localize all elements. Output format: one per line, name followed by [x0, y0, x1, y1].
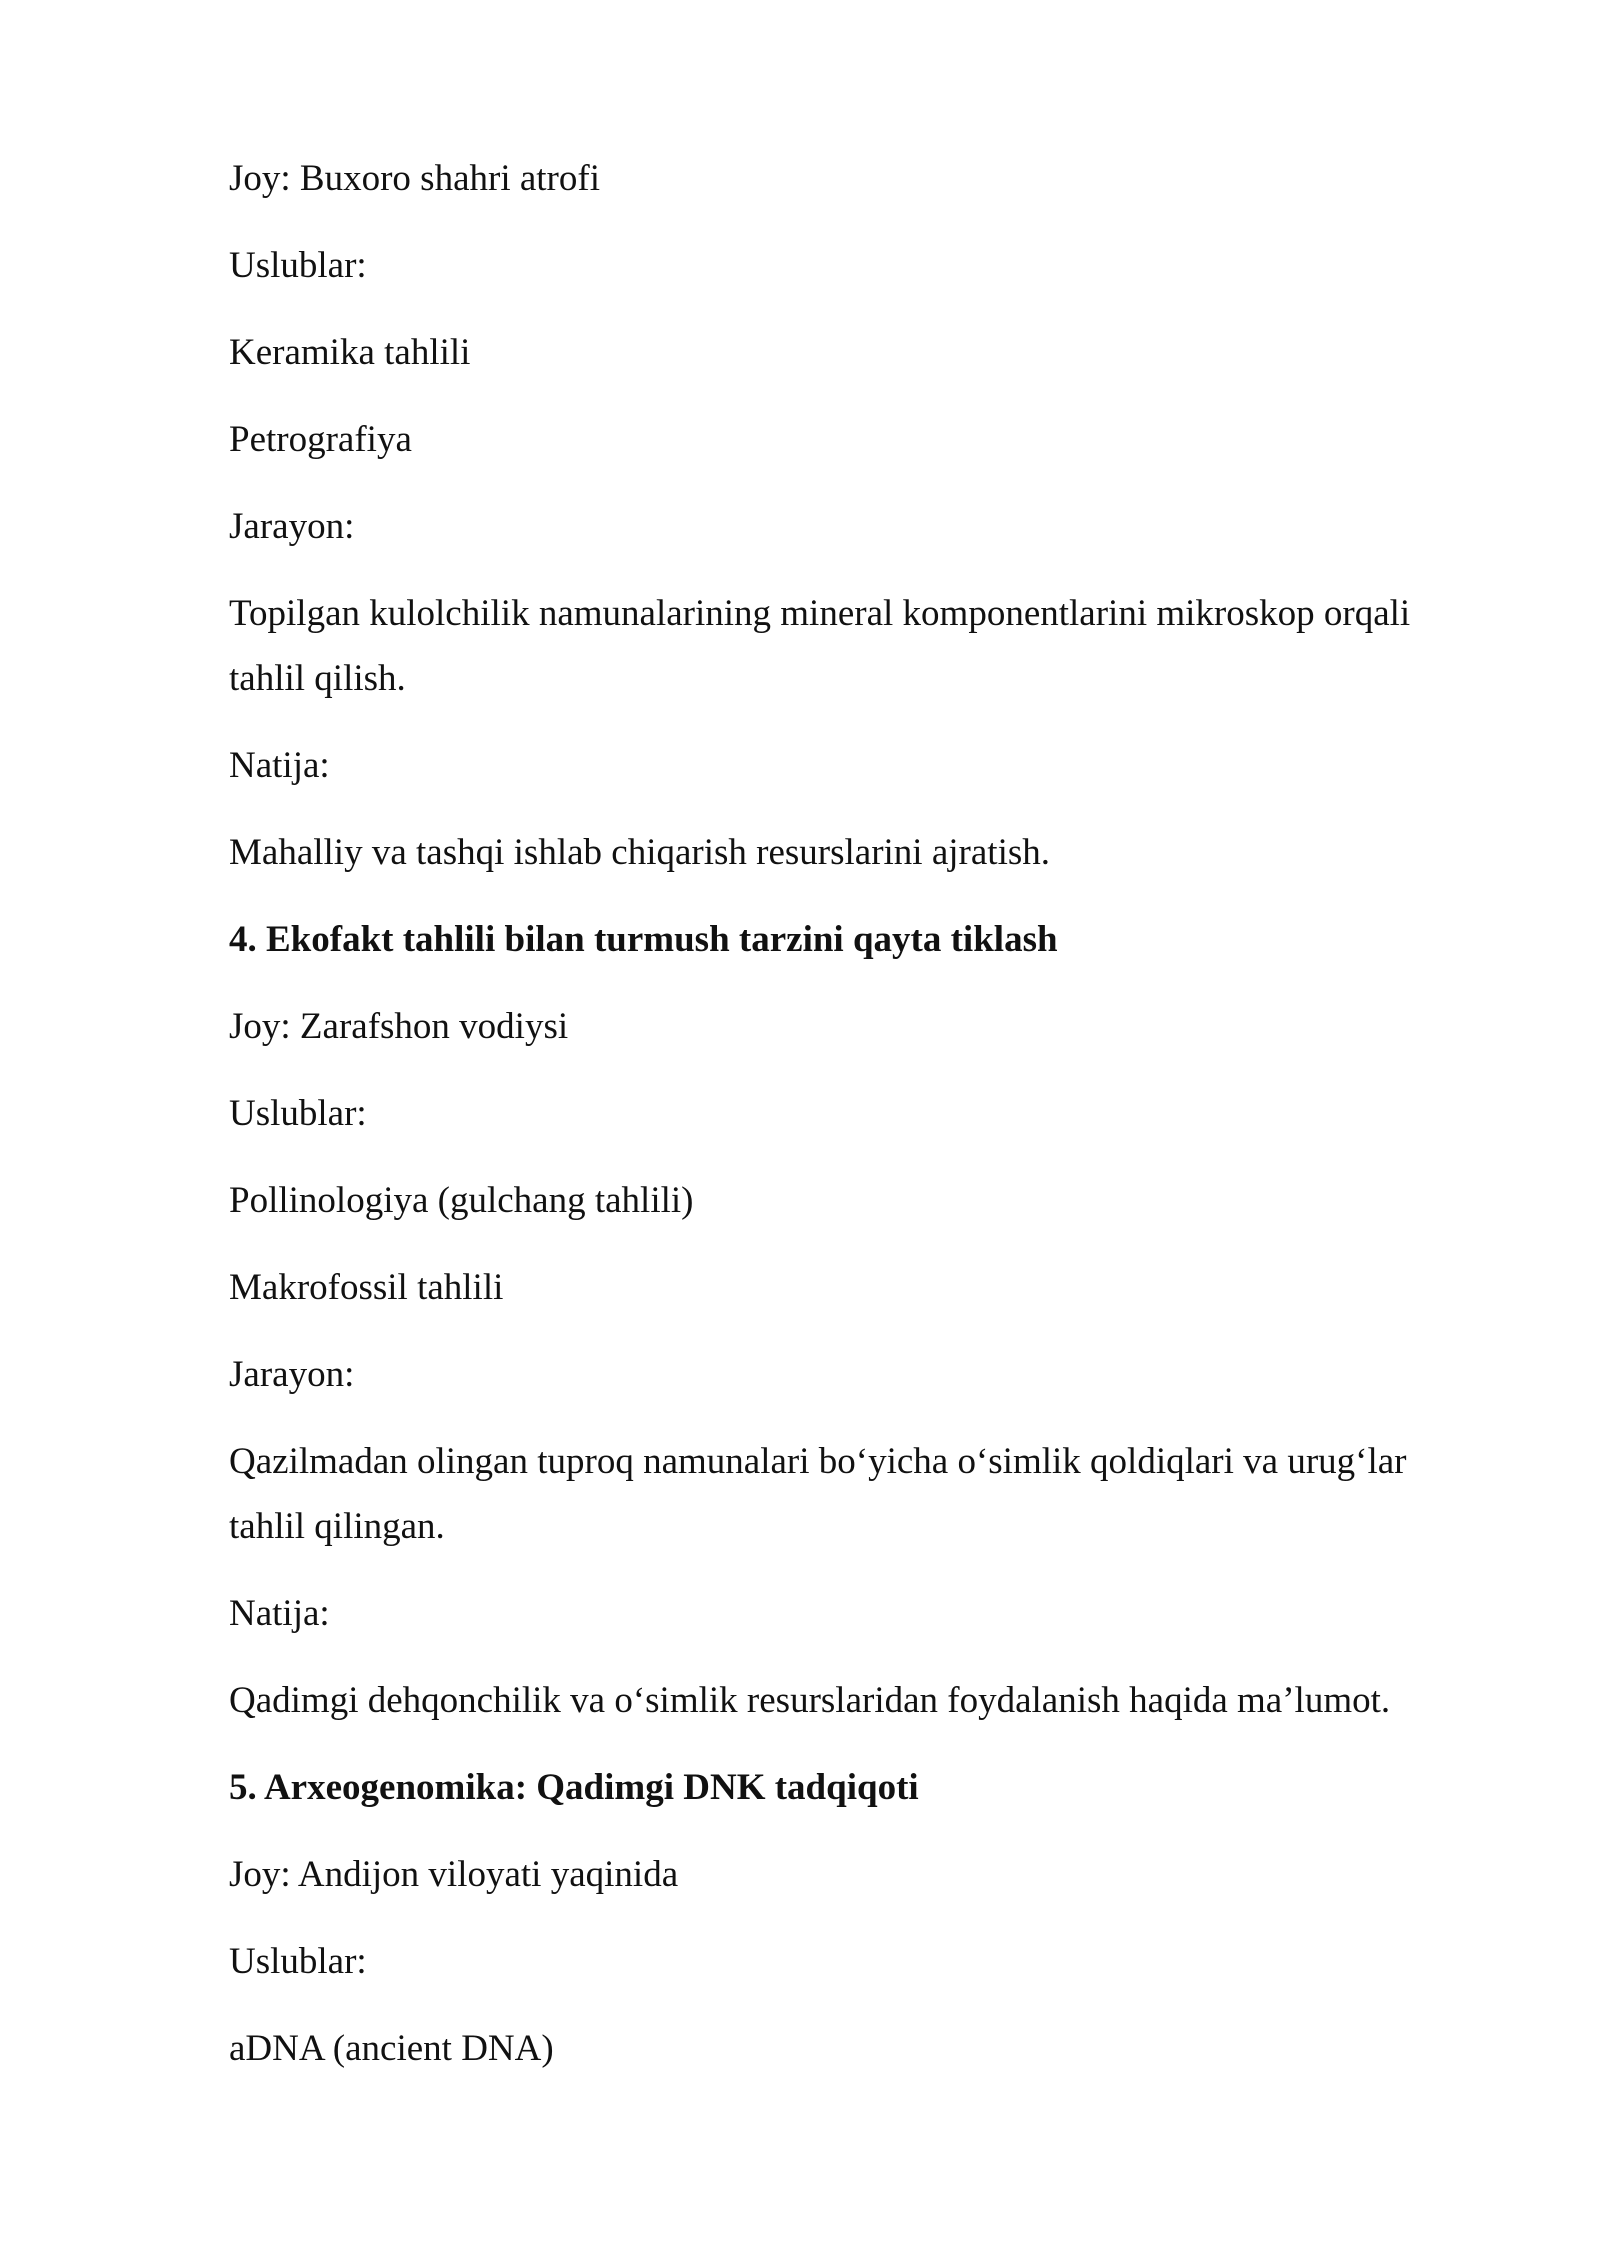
paragraph-process-text: Qazilmadan olingan tuproq namunalari bo‘yicha o‘simlik qoldiqlari va urug‘lar tahlil qilingan. — [229, 1441, 1407, 1547]
paragraph-location-buxoro: Joy: Buxoro shahri atrofi — [229, 158, 600, 199]
section-heading-archaeogenomics: 5. Arxeogenomika: Qadimgi DNK tadqiqoti — [229, 1767, 919, 1808]
paragraph-method-ceramics: Keramika tahlili — [229, 332, 471, 373]
paragraph-location-zarafshon: Joy: Zarafshon vodiysi — [229, 1006, 569, 1047]
paragraph-methods-label: Uslublar: — [229, 1941, 367, 1982]
paragraph-methods-label: Uslublar: — [229, 245, 367, 286]
paragraph-method-pollinology: Pollinologiya (gulchang tahlili) — [229, 1180, 694, 1221]
paragraph-process-label: Jarayon: — [229, 1354, 355, 1395]
paragraph-method-macrofossil: Makrofossil tahlili — [229, 1267, 504, 1308]
document-body — [229, 146, 1449, 2103]
paragraph-result-label: Natija: — [229, 1593, 330, 1634]
section-heading-ecofact: 4. Ekofakt tahlili bilan turmush tarzini qayta tiklash — [229, 919, 1058, 960]
paragraph-methods-label: Uslublar: — [229, 1093, 367, 1134]
paragraph-process-text: Topilgan kulolchilik namunalarining mineral komponentlarini mikroskop orqali tahlil qilish. — [229, 593, 1411, 699]
paragraph-result-label: Natija: — [229, 745, 330, 786]
paragraph-method-adna: aDNA (ancient DNA) — [229, 2028, 554, 2069]
paragraph-location-andijon: Joy: Andijon viloyati yaqinida — [229, 1854, 679, 1895]
paragraph-process-label: Jarayon: — [229, 506, 355, 547]
paragraph-result-text: Mahalliy va tashqi ishlab chiqarish resurslarini ajratish. — [229, 832, 1050, 873]
paragraph-result-text: Qadimgi dehqonchilik va o‘simlik resurslaridan foydalanish haqida ma’lumot. — [229, 1680, 1391, 1721]
paragraph-method-petrography: Petrografiya — [229, 419, 412, 460]
